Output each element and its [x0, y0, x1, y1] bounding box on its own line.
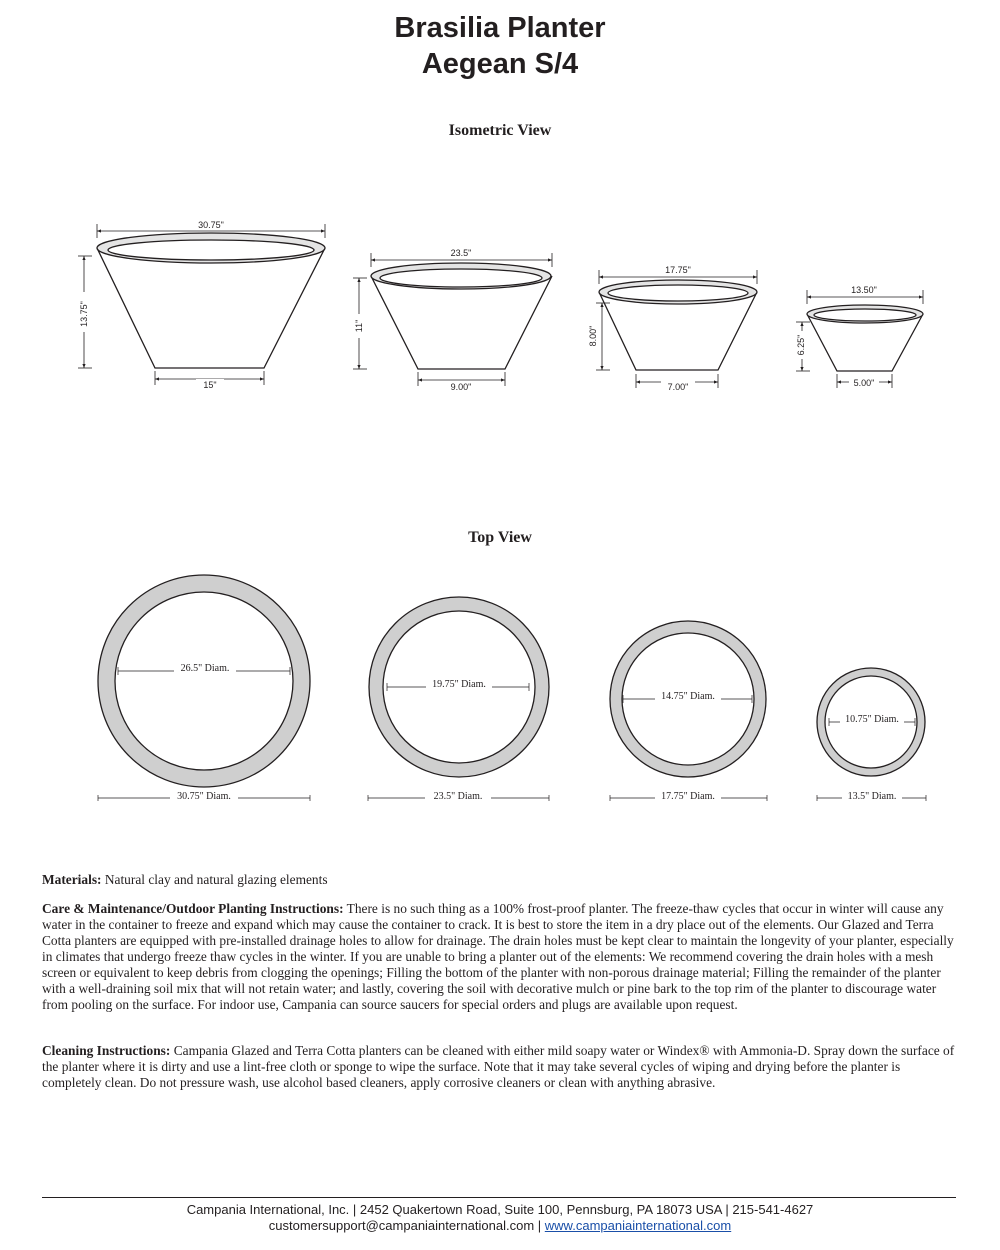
top-view-planter-3 [610, 621, 767, 801]
top-4-inner-diameter: 10.75" Diam. [845, 714, 899, 725]
product-title: Brasilia Planter [394, 12, 606, 44]
isometric-4-height: 6.25" [796, 334, 806, 356]
cleaning-instructions [42, 1043, 960, 1091]
isometric-planter-4 [796, 290, 923, 388]
top-2-inner-diameter: 19.75" Diam. [432, 679, 486, 690]
top-3-inner-diameter: 14.75" Diam. [661, 691, 715, 702]
footer-email: customersupport@campaniainternational.com [268, 1218, 535, 1233]
care-text: There is no such thing as a 100% frost-proof planter. The freeze-thaw cycles that occur in winter will cause any water in the container to freeze and expand which may cause the container to crack. It is best to store the item in a dry place out of the elements. Our Glazed and Terra Cotta planters are equipped with pre-installed drainage holes to allow for drainage. The drain holes must be kept clear to maintain the longevity of your planter, especially in climates that undergo freeze thaw cycles in the winter. If you are unable to bring a planter out of the elements: We recommend covering the drain holes with a mesh screen or equivalent to keep debris from clogging the openings; Filling the bottom of the planter with non-porous drainage material; Filling the remainder of the planter with a well-draining soil mix that will not retain water; and lastly, covering the soil with decorative mulch or pine bark to the top rim of the planter to discourage water from pooling on the surface. For indoor use, Campania can source saucers for special orders and plugs are available upon request. [42, 901, 954, 1012]
cleaning-label: Cleaning Instructions: [42, 1043, 171, 1058]
top-view-heading: Top View [468, 529, 532, 546]
isometric-4-base: 5.00" [853, 378, 875, 388]
isometric-1-top-width: 30.75" [198, 220, 224, 230]
isometric-planter-2 [353, 253, 552, 386]
footer-website-link[interactable]: www.campaniainternational.com [544, 1218, 732, 1233]
isometric-1-base: 15" [203, 380, 217, 390]
isometric-2-top-width: 23.5" [450, 248, 472, 258]
isometric-3-top-width: 17.75" [665, 265, 691, 275]
product-collection: Aegean S/4 [421, 48, 579, 80]
isometric-2-height: 11" [354, 319, 364, 333]
isometric-planter-1 [78, 224, 325, 385]
footer-address: Campania International, Inc. | 2452 Quakertown Road, Suite 100, Pennsburg, PA 18073 USA | 215-541-4627 [186, 1202, 814, 1217]
top-4-outer-diameter: 13.5" Diam. [847, 791, 897, 802]
isometric-view-heading: Isometric View [448, 122, 552, 139]
top-view-planter-2 [368, 597, 549, 801]
isometric-3-height: 8.00" [588, 325, 598, 347]
materials-label: Materials: [42, 872, 102, 887]
footer-contact [0, 1218, 1000, 1234]
footer-separator: | [534, 1218, 545, 1233]
isometric-2-base: 9.00" [450, 382, 472, 392]
isometric-planter-3 [596, 270, 757, 388]
isometric-4-top-width: 13.50" [851, 285, 877, 295]
top-1-outer-diameter: 30.75" Diam. [177, 791, 231, 802]
top-1-inner-diameter: 26.5" Diam. [180, 663, 230, 674]
materials-note [42, 872, 960, 888]
isometric-1-height: 13.75" [79, 301, 89, 327]
top-2-outer-diameter: 23.5" Diam. [433, 791, 483, 802]
isometric-3-base: 7.00" [667, 382, 689, 392]
top-view-planter-1 [98, 575, 310, 801]
materials-text: Natural clay and natural glazing elements [101, 872, 328, 887]
top-view-planter-4 [817, 668, 926, 801]
top-3-outer-diameter: 17.75" Diam. [661, 791, 715, 802]
care-instructions [42, 901, 960, 1013]
footer-divider [42, 1197, 956, 1198]
cleaning-text: Campania Glazed and Terra Cotta planters can be cleaned with either mild soapy water or Windex® with Ammonia-D. Spray down the surface of the planter where it is dirty and use a lint-free cloth or sponge to wipe the surface. Note that it may take several cycles of wiping and drying before the planter is completely clean. Do not pressure wash, use alcohol based cleaners, apply corrosive cleaners or clean with anything abrasive. [42, 1043, 955, 1090]
care-label: Care & Maintenance/Outdoor Planting Instructions: [42, 901, 344, 916]
